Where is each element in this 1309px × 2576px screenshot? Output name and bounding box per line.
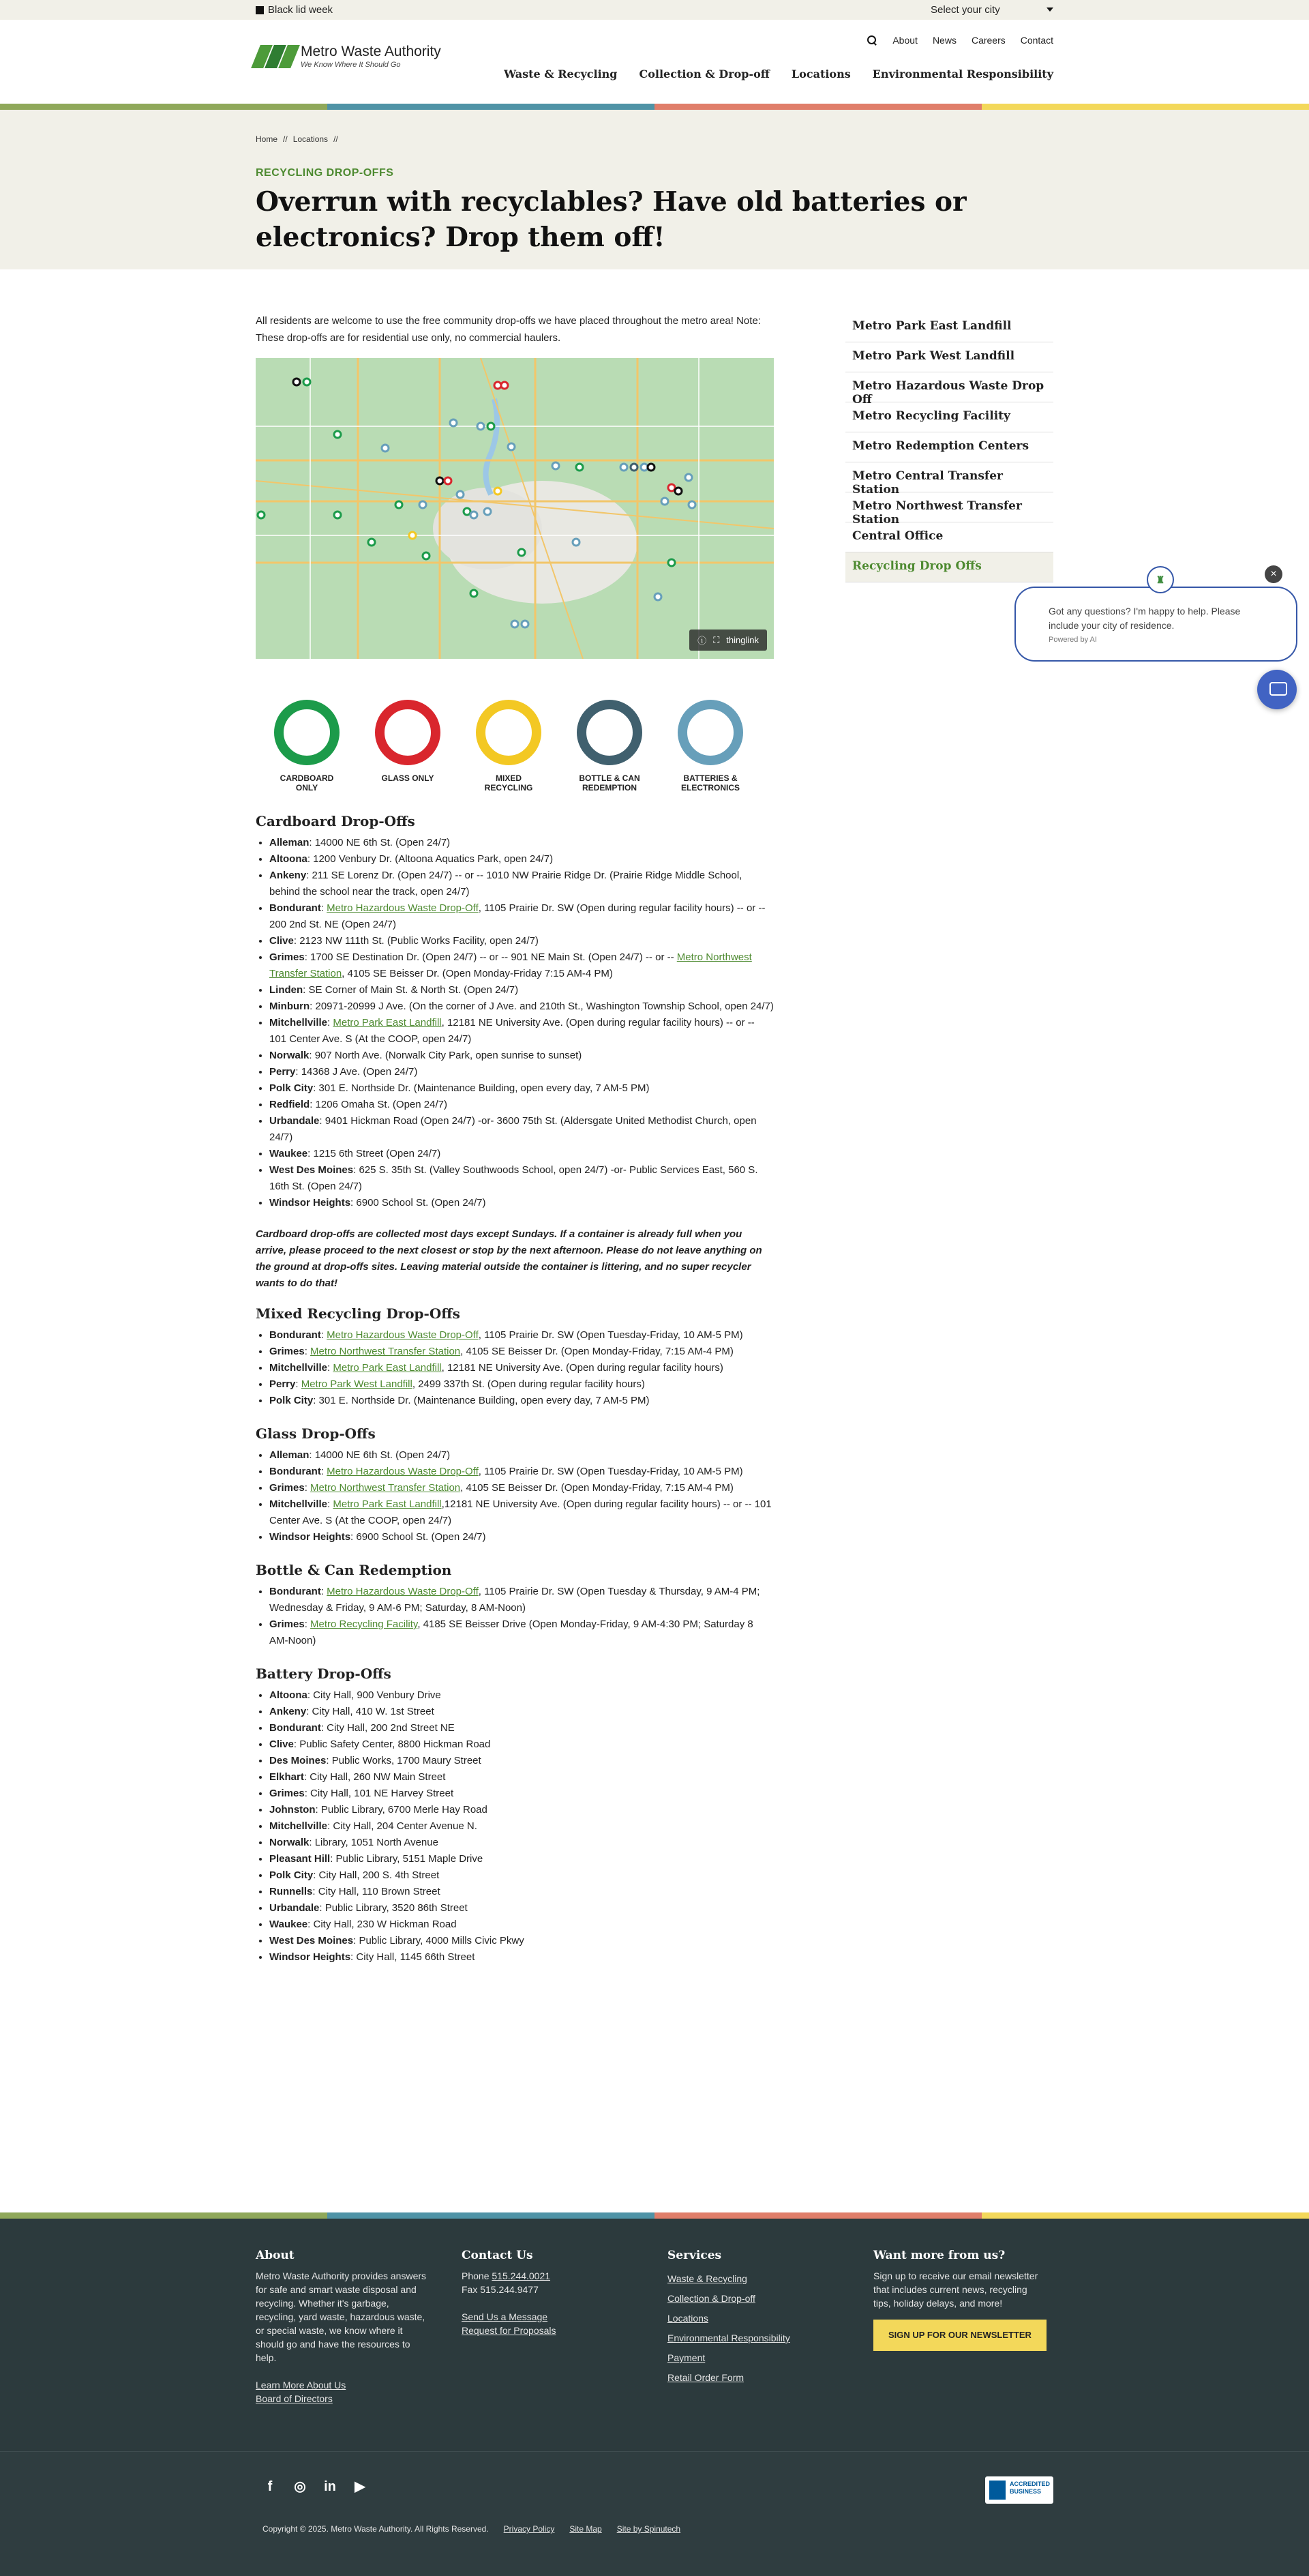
legend-batteries: BATTERIES & ELECTRONICS bbox=[673, 700, 748, 793]
map-marker[interactable] bbox=[470, 590, 477, 597]
list-item: • Grimes: City Hall, 101 NE Harvey Street bbox=[269, 1786, 774, 1802]
list-item: • Urbandale: Public Library, 3520 86th Street bbox=[269, 1900, 774, 1916]
site-logo[interactable] bbox=[256, 44, 441, 69]
cardboard-note: Cardboard drop-offs are collected most days except Sundays. If a container is already full when you arrive, please proceed to the next closest or stop by the next afternoon. Please do not leave anything on the ground at drop-offs sites. Leaving material outside the container is littering, and no super recycler wants to do that! bbox=[256, 1228, 762, 1289]
city-name: Bondurant bbox=[269, 1586, 321, 1597]
city-name: Windsor Heights bbox=[269, 1951, 351, 1963]
map-marker[interactable] bbox=[477, 423, 484, 430]
mixed-list bbox=[256, 1327, 774, 1409]
site-footer bbox=[0, 2212, 1309, 2576]
city-name: Bondurant bbox=[269, 1722, 321, 1734]
footer-about: About Metro Waste Authority provides answers for safe and smart waste disposal and recycling. Whether it's garbage, recycling, yard waste, hazardous waste, or special waste, we know where it should go and have the resources to help. Learn More About Us Board of Directors bbox=[256, 2249, 427, 2404]
city-name: Grimes bbox=[269, 1346, 305, 1357]
page-title: Overrun with recyclables? Have old batteries or electronics? Drop them off! bbox=[256, 186, 967, 253]
city-name: Norwalk bbox=[269, 1050, 310, 1061]
map-marker[interactable] bbox=[631, 464, 637, 471]
facility-link[interactable]: Metro Hazardous Waste Drop-Off bbox=[327, 1466, 479, 1477]
mixed-ring-icon bbox=[476, 700, 541, 765]
list-item: • Mitchellville: Metro Park East Landfill, 12181 NE University Ave. (Open during regular facility hours) -- or -- 101 Center Ave. S (At the COOP, open 24/7) bbox=[269, 1015, 774, 1048]
instagram-icon[interactable]: ◎ bbox=[294, 2479, 306, 2494]
list-item: • Windsor Heights: 6900 School St. (Open 24/7) bbox=[269, 1195, 774, 1211]
city-name: Mitchellville bbox=[269, 1498, 328, 1510]
sidebar-item-central-office[interactable]: Central Office bbox=[845, 522, 1053, 552]
facility-link[interactable]: Metro Park East Landfill bbox=[333, 1498, 442, 1510]
credit-link[interactable]: Site by Spinutech bbox=[616, 2524, 681, 2534]
dropoff-map[interactable] bbox=[256, 358, 774, 659]
map-marker[interactable] bbox=[484, 508, 491, 515]
city-name: Perry bbox=[269, 1378, 296, 1390]
list-item: • Clive: 2123 NW 111th St. (Public Works Facility, open 24/7) bbox=[269, 933, 774, 949]
city-name: Altoona bbox=[269, 1689, 307, 1701]
bbb-badge[interactable]: ACCREDITED BUSINESS bbox=[985, 2476, 1053, 2504]
list-item: • Waukee: City Hall, 230 W Hickman Road bbox=[269, 1916, 774, 1933]
facility-link[interactable]: Metro Recycling Facility bbox=[310, 1618, 418, 1630]
cardboard-list bbox=[256, 835, 774, 1211]
search-icon[interactable] bbox=[867, 35, 877, 46]
list-item: • Ankeny: 211 SE Lorenz Dr. (Open 24/7) -- or -- 1010 NW Prairie Ridge Dr. (Prairie Ridge Middle School, behind the school near the track, open 24/7) bbox=[269, 868, 774, 900]
city-name: Runnells bbox=[269, 1886, 313, 1897]
map-marker[interactable] bbox=[423, 552, 430, 559]
list-item: • Alleman: 14000 NE 6th St. (Open 24/7) bbox=[269, 1447, 774, 1464]
map-marker[interactable] bbox=[293, 379, 300, 385]
list-item: • Grimes: Metro Recycling Facility, 4185 SE Beisser Drive (Open Monday-Friday, 9 AM-4:30 PM; Saturday 8 AM-Noon) bbox=[269, 1616, 774, 1649]
map-marker[interactable] bbox=[648, 464, 654, 471]
footer-newsletter: Want more from us? Sign up to receive our email newsletter that includes current news, recycling tips, holiday delays, and more! SIGN UP FOR OUR NEWSLETTER bbox=[873, 2249, 1079, 2405]
map-marker[interactable] bbox=[511, 621, 518, 627]
map-marker[interactable] bbox=[457, 491, 464, 498]
list-item: • Mitchellville: Metro Park East Landfill, 12181 NE University Ave. (Open during regular facility hours) bbox=[269, 1360, 774, 1376]
chat-open-button[interactable] bbox=[1257, 670, 1297, 709]
rfp-link[interactable]: Request for Proposals bbox=[462, 2325, 556, 2336]
list-item: • Altoona: City Hall, 900 Venbury Drive bbox=[269, 1687, 774, 1704]
facility-link[interactable]: Metro Northwest Transfer Station bbox=[310, 1346, 461, 1357]
top-utility-bar bbox=[0, 0, 1309, 20]
phone-link[interactable]: 515.244.0021 bbox=[492, 2270, 551, 2281]
bottle-heading: Bottle & Can Redemption bbox=[256, 1562, 452, 1578]
map-marker[interactable] bbox=[661, 498, 668, 505]
facility-link[interactable]: Metro Park East Landfill bbox=[333, 1017, 442, 1028]
list-item: • West Des Moines: 625 S. 35th St. (Valley Southwoods School, open 24/7) -or- Public Services East, 560 S. 16th St. (Open 24/7) bbox=[269, 1162, 774, 1195]
map-marker[interactable] bbox=[409, 532, 416, 539]
nav-collection-dropoff[interactable]: Collection & Drop-off bbox=[639, 68, 770, 80]
map-marker[interactable] bbox=[395, 501, 402, 508]
info-icon[interactable]: ⓘ bbox=[697, 636, 707, 646]
facebook-icon[interactable]: f bbox=[267, 2479, 273, 2494]
copyright-row: Copyright © 2025. Metro Waste Authority. All Rights Reserved. Privacy Policy Site Map Site by Spinutech bbox=[262, 2524, 681, 2534]
list-item: • Alleman: 14000 NE 6th St. (Open 24/7) bbox=[269, 835, 774, 851]
chat-message: Got any questions? I'm happy to help. Please include your city of residence. bbox=[1049, 606, 1241, 631]
city-name: Bondurant bbox=[269, 1329, 321, 1341]
list-item: • Grimes: 1700 SE Destination Dr. (Open 24/7) -- or -- 901 NE Main St. (Open 24/7) -- or -- Metro Northwest Transfer Station, 4105 SE Beisser Dr. (Open Monday-Friday 7:15 AM-4 PM) bbox=[269, 949, 774, 982]
sidebar-item-park-east[interactable]: Metro Park East Landfill bbox=[845, 312, 1053, 342]
util-link-careers[interactable]: Careers bbox=[971, 35, 1006, 46]
cardboard-heading: Cardboard Drop-Offs bbox=[256, 813, 415, 829]
footer-link-retail[interactable]: Retail Order Form bbox=[667, 2372, 744, 2383]
facility-link[interactable]: Metro Park West Landfill bbox=[301, 1378, 412, 1390]
city-name: Linden bbox=[269, 984, 303, 996]
map-marker[interactable] bbox=[382, 445, 389, 451]
sidebar-item-park-west[interactable]: Metro Park West Landfill bbox=[845, 342, 1053, 372]
sitemap-link[interactable]: Site Map bbox=[569, 2524, 602, 2534]
city-name: Elkhart bbox=[269, 1771, 304, 1783]
color-stripe bbox=[0, 104, 1309, 110]
sidebar-item-recycling-facility[interactable]: Metro Recycling Facility bbox=[845, 402, 1053, 432]
main-nav bbox=[504, 68, 1053, 80]
list-item: • Linden: SE Corner of Main St. & North St. (Open 24/7) bbox=[269, 982, 774, 998]
util-link-contact[interactable]: Contact bbox=[1020, 35, 1053, 46]
map-marker[interactable] bbox=[470, 512, 477, 518]
list-item: • Windsor Heights: City Hall, 1145 66th Street bbox=[269, 1949, 774, 1966]
list-item: • Norwalk: 907 North Ave. (Norwalk City Park, open sunrise to sunset) bbox=[269, 1048, 774, 1064]
list-item: • Grimes: Metro Northwest Transfer Station, 4105 SE Beisser Dr. (Open Monday-Friday, 7:15 AM-4 PM) bbox=[269, 1480, 774, 1496]
city-name: Polk City bbox=[269, 1869, 314, 1881]
brand-name: Metro Waste Authority bbox=[301, 44, 441, 59]
list-item: • Bondurant: Metro Hazardous Waste Drop-Off, 1105 Prairie Dr. SW (Open during regular facility hours) -- or -- 200 2nd St. NE (Open 24/7) bbox=[269, 900, 774, 933]
footer-link-environmental[interactable]: Environmental Responsibility bbox=[667, 2333, 790, 2343]
list-item: • Pleasant Hill: Public Library, 5151 Maple Drive bbox=[269, 1851, 774, 1867]
map-marker[interactable] bbox=[419, 501, 426, 508]
battery-list bbox=[256, 1687, 774, 1966]
map-marker[interactable] bbox=[522, 621, 528, 627]
city-name: West Des Moines bbox=[269, 1164, 354, 1176]
city-name: Waukee bbox=[269, 1148, 308, 1159]
list-item: • Clive: Public Safety Center, 8800 Hickman Road bbox=[269, 1736, 774, 1753]
logo-mark-icon bbox=[256, 45, 295, 68]
site-header bbox=[0, 20, 1309, 104]
city-name: Windsor Heights bbox=[269, 1531, 351, 1543]
map-marker[interactable] bbox=[620, 464, 627, 471]
fullscreen-icon[interactable]: ⛶ bbox=[713, 634, 720, 645]
sidebar-nav bbox=[845, 312, 1053, 582]
footer-services: Services Waste & Recycling Collection & Drop-off Locations Environmental Responsibility Payment Retail Order Form bbox=[667, 2249, 790, 2383]
newsletter-signup-button[interactable]: SIGN UP FOR OUR NEWSLETTER bbox=[873, 2320, 1047, 2351]
list-item: • Minburn: 20971-20999 J Ave. (On the corner of J Ave. and 210th St., Washington Township School, open 24/7) bbox=[269, 998, 774, 1015]
list-item: • Bondurant: Metro Hazardous Waste Drop-Off, 1105 Prairie Dr. SW (Open Tuesday & Thursday, 9 AM-4 PM; Wednesday & Friday, 9 AM-6 PM; Saturday, 8 AM-Noon) bbox=[269, 1584, 774, 1616]
brand-tagline: We Know Where It Should Go bbox=[301, 61, 401, 69]
list-item: • Grimes: Metro Northwest Transfer Station, 4105 SE Beisser Dr. (Open Monday-Friday, 7:15 AM-4 PM) bbox=[269, 1344, 774, 1360]
map-marker[interactable] bbox=[508, 443, 515, 450]
batteries-ring-icon bbox=[678, 700, 743, 765]
map-marker[interactable] bbox=[445, 477, 451, 484]
thinglink-badge[interactable]: ⓘ ⛶ thinglink bbox=[689, 630, 767, 651]
board-link[interactable]: Board of Directors bbox=[256, 2393, 333, 2404]
map-markers bbox=[256, 358, 774, 659]
page-eyebrow: RECYCLING DROP-OFFS bbox=[256, 167, 394, 179]
list-item: • Urbandale: 9401 Hickman Road (Open 24/7) -or- 3600 75th St. (Aldersgate United Methodist Church, open 24/7) bbox=[269, 1113, 774, 1146]
facility-link[interactable]: Metro Park East Landfill bbox=[333, 1362, 442, 1374]
city-name: Altoona bbox=[269, 853, 307, 865]
chat-powered-by: Powered by AI bbox=[1049, 636, 1097, 644]
map-marker[interactable] bbox=[668, 559, 675, 566]
city-name: Urbandale bbox=[269, 1902, 320, 1914]
list-item: • Des Moines: Public Works, 1700 Maury Street bbox=[269, 1753, 774, 1769]
footer-link-locations[interactable]: Locations bbox=[667, 2313, 708, 2324]
list-item: • Polk City: City Hall, 200 S. 4th Street bbox=[269, 1867, 774, 1884]
city-name: Mitchellville bbox=[269, 1362, 328, 1374]
map-marker[interactable] bbox=[334, 512, 341, 518]
map-marker[interactable] bbox=[368, 539, 375, 546]
linkedin-icon[interactable]: in bbox=[324, 2479, 336, 2494]
list-item: • Altoona: 1200 Venbury Dr. (Altoona Aquatics Park, open 24/7) bbox=[269, 851, 774, 868]
facility-link[interactable]: Metro Hazardous Waste Drop-Off bbox=[327, 1586, 479, 1597]
list-item: • Norwalk: Library, 1051 North Avenue bbox=[269, 1835, 774, 1851]
list-item: • Bondurant: City Hall, 200 2nd Street NE bbox=[269, 1720, 774, 1736]
nav-waste-recycling[interactable]: Waste & Recycling bbox=[504, 68, 618, 80]
intro-text: All residents are welcome to use the free community drop-offs we have placed throughout the metro area! Note: These drop-offs are for residential use only, no commercial haulers. bbox=[256, 315, 761, 344]
list-item: • West Des Moines: Public Library, 4000 Mills Civic Pkwy bbox=[269, 1933, 774, 1949]
map-marker[interactable] bbox=[654, 593, 661, 600]
city-name: Alleman bbox=[269, 837, 310, 848]
city-name: Waukee bbox=[269, 1919, 308, 1930]
map-marker[interactable] bbox=[668, 484, 675, 491]
list-item: • Mitchellville: Metro Park East Landfill,12181 NE University Ave. (Open during regular facility hours) -- or -- 101 Center Ave. S (At the COOP, open 24/7) bbox=[269, 1496, 774, 1529]
chevron-down-icon bbox=[1047, 8, 1053, 12]
nav-environmental-responsibility[interactable]: Environmental Responsibility bbox=[872, 68, 1053, 80]
city-name: Alleman bbox=[269, 1449, 310, 1461]
map-marker[interactable] bbox=[573, 539, 580, 546]
glass-heading: Glass Drop-Offs bbox=[256, 1425, 376, 1442]
glass-list bbox=[256, 1447, 774, 1545]
nav-locations[interactable]: Locations bbox=[791, 68, 851, 80]
footer-link-payment[interactable]: Payment bbox=[667, 2352, 706, 2363]
breadcrumb-locations[interactable]: Locations bbox=[292, 134, 329, 144]
map-legend bbox=[269, 700, 774, 793]
footer-link-collection[interactable]: Collection & Drop-off bbox=[667, 2293, 755, 2304]
city-name: Mitchellville bbox=[269, 1820, 328, 1832]
sidebar-item-recycling-dropoffs[interactable]: Recycling Drop Offs bbox=[845, 552, 1053, 582]
map-marker[interactable] bbox=[685, 474, 692, 481]
map-marker[interactable] bbox=[576, 464, 583, 471]
mixed-heading: Mixed Recycling Drop-Offs bbox=[256, 1305, 460, 1322]
map-marker[interactable] bbox=[258, 512, 265, 518]
glass-ring-icon bbox=[375, 700, 440, 765]
map-marker[interactable] bbox=[518, 549, 525, 556]
city-name: Bondurant bbox=[269, 1466, 321, 1477]
map-marker[interactable] bbox=[450, 419, 457, 426]
legend-cardboard: CARDBOARD ONLY bbox=[269, 700, 344, 793]
city-select[interactable]: Select your city bbox=[931, 1, 1053, 18]
cardboard-ring-icon bbox=[274, 700, 340, 765]
legend-bottle-can: BOTTLE & CAN REDEMPTION bbox=[572, 700, 647, 793]
city-name: Grimes bbox=[269, 1482, 305, 1494]
list-item: • Windsor Heights: 6900 School St. (Open 24/7) bbox=[269, 1529, 774, 1545]
list-item: • Ankeny: City Hall, 410 W. 1st Street bbox=[269, 1704, 774, 1720]
city-name: Windsor Heights bbox=[269, 1197, 351, 1209]
map-marker[interactable] bbox=[675, 488, 682, 494]
map-marker[interactable] bbox=[303, 379, 310, 385]
sidebar-item-hazardous[interactable]: Metro Hazardous Waste Drop Off bbox=[845, 372, 1053, 402]
facility-link[interactable]: Metro Northwest Transfer Station bbox=[310, 1482, 461, 1494]
city-name: Polk City bbox=[269, 1082, 314, 1094]
city-name: Urbandale bbox=[269, 1115, 320, 1127]
black-lid-icon bbox=[256, 6, 264, 14]
city-name: Redfield bbox=[269, 1099, 310, 1110]
close-icon[interactable]: × bbox=[1265, 565, 1282, 583]
city-name: Perry bbox=[269, 1066, 296, 1078]
city-name: Des Moines bbox=[269, 1755, 327, 1766]
breadcrumb: Home // Locations // bbox=[256, 134, 338, 144]
util-link-about[interactable]: About bbox=[892, 35, 918, 46]
utility-nav bbox=[867, 35, 1053, 46]
privacy-link[interactable]: Privacy Policy bbox=[503, 2524, 555, 2534]
main-content bbox=[256, 312, 774, 1966]
list-item: • Polk City: 301 E. Northside Dr. (Maintenance Building, open every day, 7 AM-5 PM) bbox=[269, 1080, 774, 1097]
list-item: • Perry: 14368 J Ave. (Open 24/7) bbox=[269, 1064, 774, 1080]
footer-link-waste[interactable]: Waste & Recycling bbox=[667, 2273, 747, 2284]
facility-link[interactable]: Metro Northwest Transfer Station bbox=[269, 951, 752, 979]
city-name: Grimes bbox=[269, 1788, 305, 1799]
youtube-icon[interactable]: ▶ bbox=[355, 2479, 365, 2494]
city-name: Mitchellville bbox=[269, 1017, 328, 1028]
city-name: West Des Moines bbox=[269, 1935, 354, 1946]
sidebar-item-redemption[interactable]: Metro Redemption Centers bbox=[845, 432, 1053, 462]
chat-bot-avatar-icon: ♜ bbox=[1147, 566, 1174, 593]
city-name: Grimes bbox=[269, 1618, 305, 1630]
city-name: Norwalk bbox=[269, 1837, 310, 1848]
map-marker[interactable] bbox=[334, 431, 341, 438]
city-name: Clive bbox=[269, 935, 294, 947]
bottle-list bbox=[256, 1584, 774, 1649]
breadcrumb-home[interactable]: Home bbox=[256, 134, 278, 144]
map-marker[interactable] bbox=[501, 382, 508, 389]
footer-color-stripe bbox=[0, 2212, 1309, 2219]
sidebar-item-central-transfer[interactable]: Metro Central Transfer Station bbox=[845, 462, 1053, 492]
learn-more-link[interactable]: Learn More About Us bbox=[256, 2380, 346, 2390]
city-name: Bondurant bbox=[269, 902, 321, 914]
list-item: • Waukee: 1215 6th Street (Open 24/7) bbox=[269, 1146, 774, 1162]
list-item: • Perry: Metro Park West Landfill, 2499 337th St. (Open during regular facility hours) bbox=[269, 1376, 774, 1393]
list-item: • Bondurant: Metro Hazardous Waste Drop-Off, 1105 Prairie Dr. SW (Open Tuesday-Friday, 10 AM-5 PM) bbox=[269, 1464, 774, 1480]
lid-week-notice: Black lid week bbox=[256, 4, 333, 16]
city-name: Ankeny bbox=[269, 1706, 307, 1717]
util-link-news[interactable]: News bbox=[932, 35, 957, 46]
map-marker[interactable] bbox=[487, 423, 494, 430]
city-name: Ankeny bbox=[269, 870, 307, 881]
battery-heading: Battery Drop-Offs bbox=[256, 1665, 391, 1682]
map-marker[interactable] bbox=[464, 508, 470, 515]
chat-popup bbox=[1014, 568, 1297, 662]
legend-glass: GLASS ONLY bbox=[370, 700, 445, 793]
map-marker[interactable] bbox=[494, 488, 501, 494]
map-marker[interactable] bbox=[689, 501, 695, 508]
page-hero bbox=[0, 110, 1309, 269]
social-links bbox=[262, 2479, 367, 2494]
facility-link[interactable]: Metro Hazardous Waste Drop-Off bbox=[327, 1329, 479, 1341]
map-marker[interactable] bbox=[552, 462, 559, 469]
list-item: • Elkhart: City Hall, 260 NW Main Street bbox=[269, 1769, 774, 1786]
list-item: • Mitchellville: City Hall, 204 Center Avenue N. bbox=[269, 1818, 774, 1835]
map-marker[interactable] bbox=[436, 477, 443, 484]
footer-contact: Contact Us Phone 515.244.0021 Fax 515.244.9477 Send Us a Message Request for Proposals bbox=[462, 2249, 556, 2336]
list-item: • Runnells: City Hall, 110 Brown Street bbox=[269, 1884, 774, 1900]
facility-link[interactable]: Metro Hazardous Waste Drop-Off bbox=[327, 902, 479, 914]
list-item: • Bondurant: Metro Hazardous Waste Drop-Off, 1105 Prairie Dr. SW (Open Tuesday-Friday, 10 AM-5 PM) bbox=[269, 1327, 774, 1344]
legend-mixed: MIXED RECYCLING bbox=[471, 700, 546, 793]
city-name: Pleasant Hill bbox=[269, 1853, 331, 1865]
list-item: • Johnston: Public Library, 6700 Merle Hay Road bbox=[269, 1802, 774, 1818]
list-item: • Redfield: 1206 Omaha St. (Open 24/7) bbox=[269, 1097, 774, 1113]
city-name: Clive bbox=[269, 1738, 294, 1750]
city-name: Grimes bbox=[269, 951, 305, 963]
send-message-link[interactable]: Send Us a Message bbox=[462, 2311, 548, 2322]
sidebar-item-northwest-transfer[interactable]: Metro Northwest Transfer Station bbox=[845, 492, 1053, 522]
list-item: • Polk City: 301 E. Northside Dr. (Maintenance Building, open every day, 7 AM-5 PM) bbox=[269, 1393, 774, 1409]
city-name: Minburn bbox=[269, 1001, 310, 1012]
bottle-can-ring-icon bbox=[577, 700, 642, 765]
footer-bottom bbox=[0, 2451, 1309, 2576]
city-name: Johnston bbox=[269, 1804, 316, 1816]
city-name: Polk City bbox=[269, 1395, 314, 1406]
